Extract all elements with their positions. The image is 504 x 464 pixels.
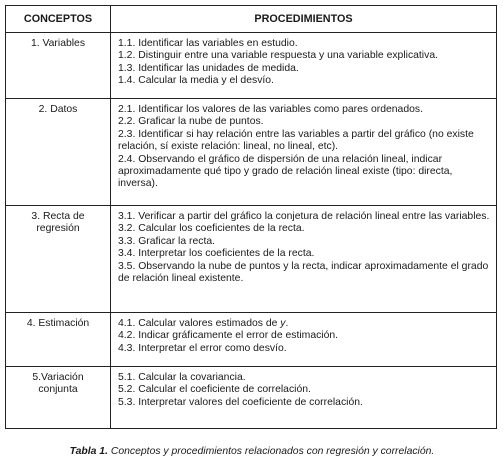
procedures-cell: [111, 313, 497, 367]
concept-cell: [6, 99, 111, 206]
procedure-item: 4.2. Indicar gráficamente el error de estimación.: [118, 330, 339, 342]
procedure-item: 1.1. Identificar las variables en estudio.: [118, 38, 298, 49]
procedure-item: 4.3. Interpretar el error como desvío.: [118, 342, 287, 354]
concept-cell: [6, 313, 111, 367]
procedure-item: 4.1. Calcular valores estimados de y.: [118, 318, 289, 329]
header-procedures: PROCEDIMIENTOS: [111, 6, 497, 33]
procedure-item: 3.1. Verificar a partir del gráfico la conjetura de relación lineal entre las variables.: [118, 211, 490, 222]
table-row: [6, 367, 497, 429]
table-header-row: [6, 6, 497, 33]
procedure-item: 1.3. Identificar las unidades de medida.: [118, 62, 299, 74]
concept-label: 2. Datos: [38, 104, 78, 115]
procedure-item: 3.4. Interpretar los coeficientes de la recta.: [118, 248, 315, 260]
procedure-item: 5.2. Calcular el coeficiente de correlación.: [118, 384, 311, 396]
table-row: [6, 33, 497, 99]
procedure-item: 1.4. Calcular la media y el desvío.: [118, 75, 274, 87]
procedure-item: 2.1. Identificar los valores de las variables como pares ordenados.: [118, 104, 423, 115]
table-caption: [0, 446, 504, 457]
procedure-item: 5.1. Calcular la covariancia.: [118, 372, 246, 383]
procedure-item: 1.2. Distinguir entre una variable respuesta y una variable explicativa.: [118, 50, 438, 62]
concepts-procedures-table: [5, 5, 497, 429]
procedures-cell: [111, 206, 497, 313]
procedure-item: 5.3. Interpretar valores del coeficiente de correlación.: [118, 396, 363, 408]
concept-label: 4. Estimación: [26, 318, 90, 329]
procedure-item: 3.2. Calcular los coeficientes de la recta.: [118, 223, 305, 235]
procedure-item: 3.5. Observando la nube de puntos y la recta, indicar aproximadamente el grado de relación lineal existente.: [118, 260, 489, 285]
procedure-item: 2.2. Graficar la nube de puntos.: [118, 116, 264, 128]
header-concepts: CONCEPTOS: [6, 6, 111, 33]
concept-cell: [6, 206, 111, 313]
procedure-item: 3.3. Graficar la recta.: [118, 235, 216, 247]
procedures-cell: [111, 99, 497, 206]
procedures-cell: [111, 33, 497, 99]
table-row: [6, 206, 497, 313]
procedures-cell: [111, 367, 497, 429]
procedure-item: 2.3. Identificar si hay relación entre las variables a partir del gráfico (no existe relación, sí existe relación: lineal, no lineal, etc).: [118, 128, 474, 153]
table-row: [6, 99, 497, 206]
table-row: [6, 313, 497, 367]
caption-label: Tabla 1.: [69, 446, 108, 457]
concept-label: 3. Recta de regresión: [31, 211, 85, 235]
procedure-item: 2.4. Observando el gráfico de dispersión de una relación lineal, indicar aproximadamente qué tipo y grado de relación lineal existe (tipo: directa, inversa).: [118, 153, 453, 190]
concept-label: 5.Variación conjunta: [32, 372, 84, 396]
caption-text: Conceptos y procedimientos relacionados con regresión y correlación.: [107, 446, 435, 457]
concept-label: 1. Variables: [30, 38, 86, 49]
concept-cell: [6, 367, 111, 429]
concept-cell: [6, 33, 111, 99]
